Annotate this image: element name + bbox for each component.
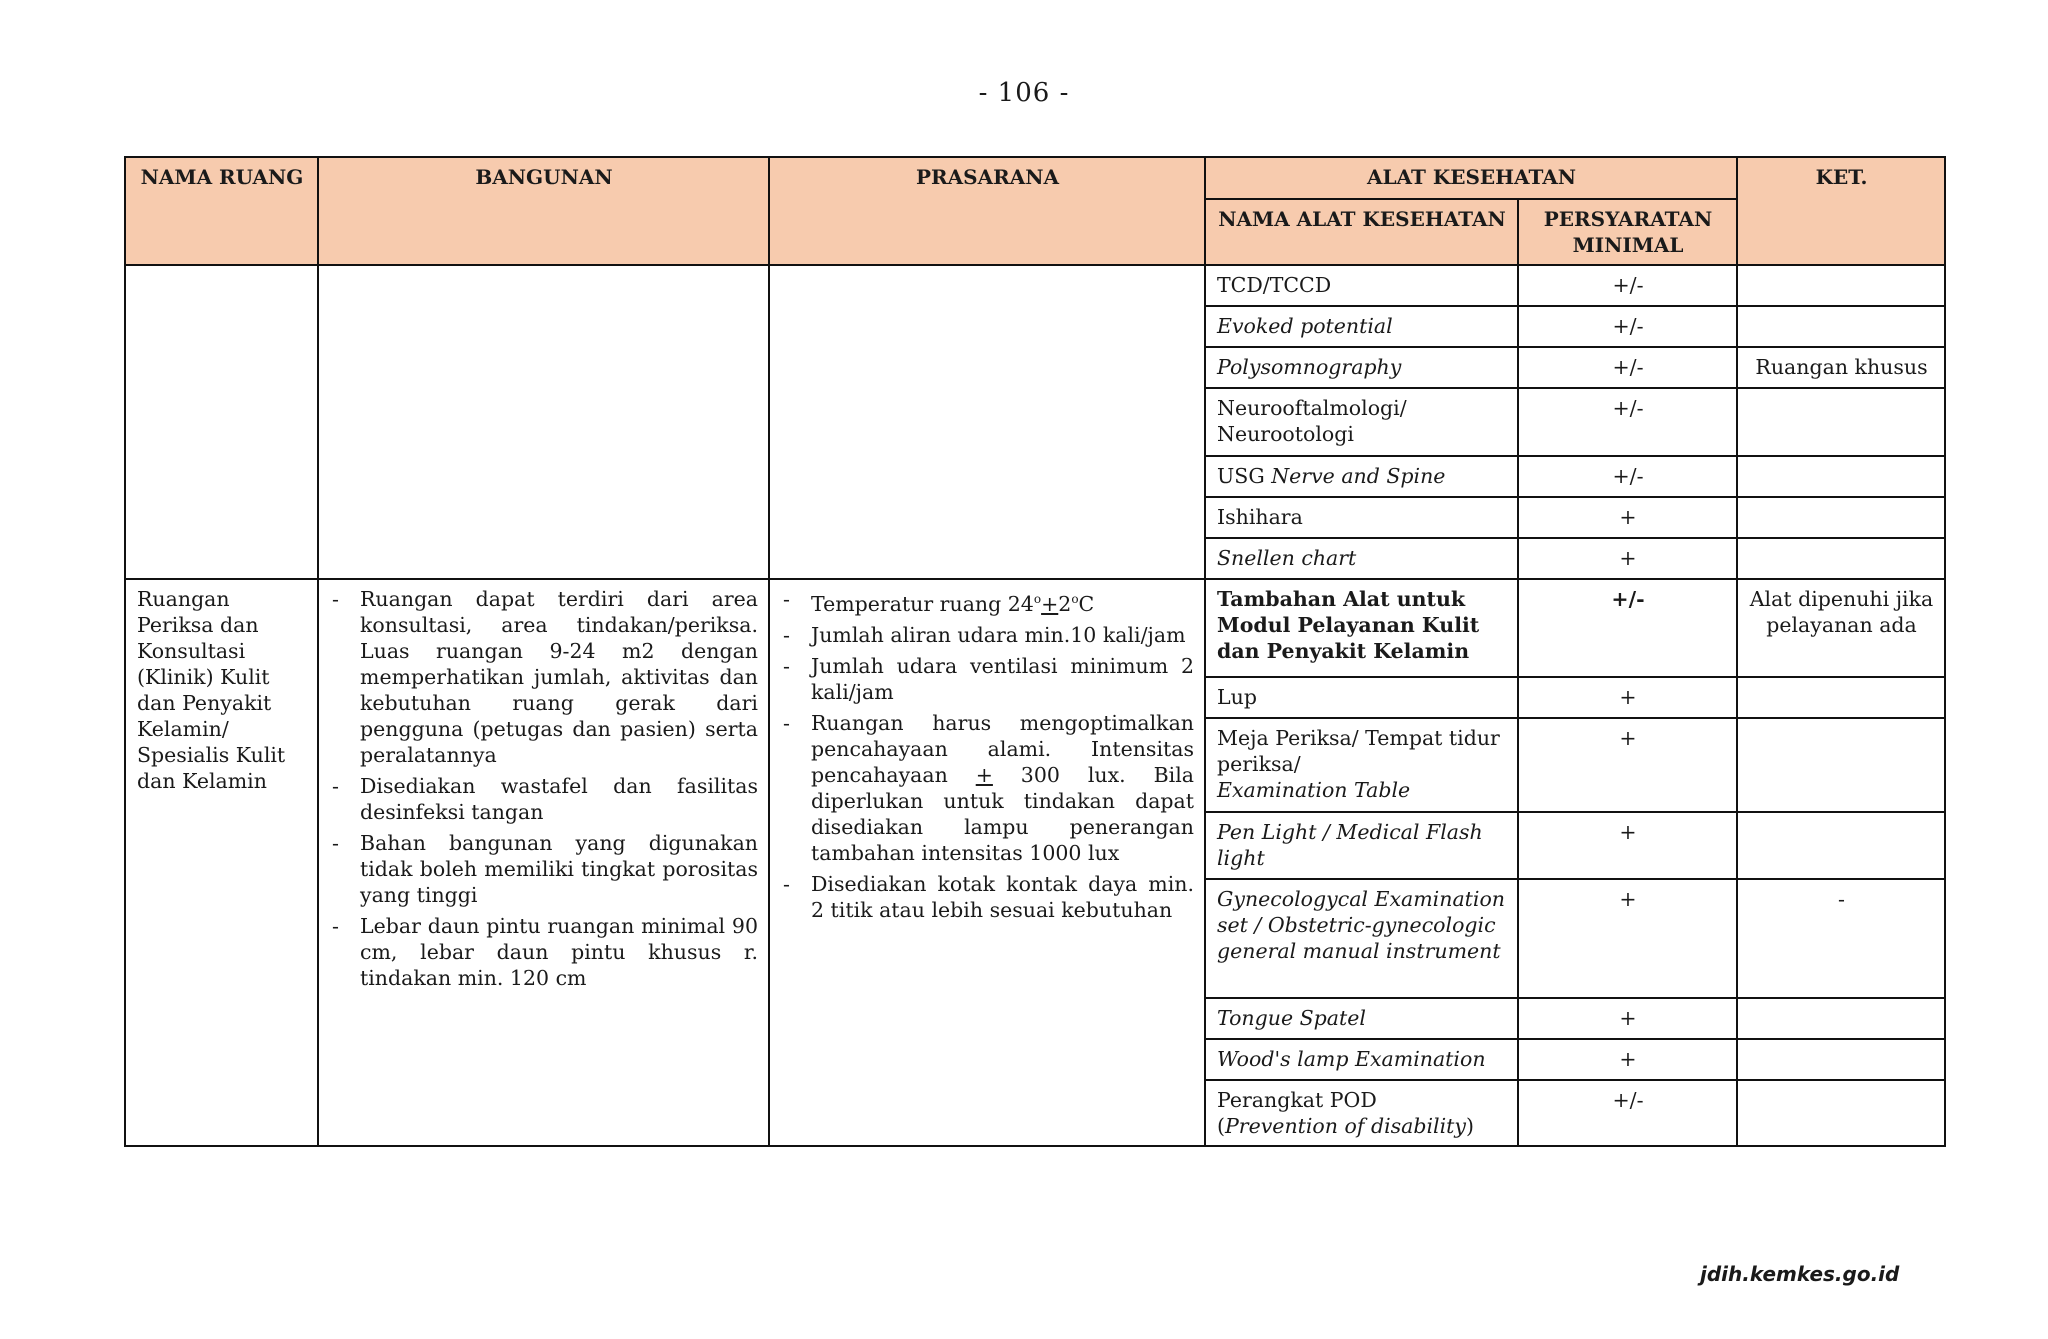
alat-requirement: +/- <box>1518 388 1737 456</box>
alat-name: Pen Light / Medical Flash light <box>1205 812 1518 879</box>
empty-nama-ruang <box>125 265 318 579</box>
empty-bangunan <box>318 265 769 579</box>
paren-open: ( <box>1217 1114 1225 1138</box>
temperature-tolerance: 2 <box>1058 591 1072 616</box>
alat-note <box>1737 456 1945 497</box>
header-alat-kesehatan: ALAT KESEHATAN <box>1205 157 1737 199</box>
alat-name-italic: Prevention of disability <box>1225 1114 1466 1138</box>
alat-requirement: +/- <box>1518 265 1737 306</box>
prasarana-lighting <box>781 710 1194 866</box>
alat-requirement: + <box>1518 998 1737 1039</box>
temperature-degree: o <box>1033 592 1042 606</box>
alat-name-italic: Examination Table <box>1217 778 1411 802</box>
alat-name: Evoked potential <box>1205 306 1518 347</box>
alat-name <box>1205 456 1518 497</box>
alat-note: Alat dipenuhi jika pelayanan ada <box>1737 579 1945 677</box>
prasarana-list <box>781 586 1194 923</box>
alat-note <box>1737 306 1945 347</box>
prasarana-item: - Disediakan kotak kontak daya min. 2 titik atau lebih sesuai kebutuhan <box>781 871 1194 923</box>
alat-note <box>1737 538 1945 579</box>
alat-requirement: + <box>1518 879 1737 998</box>
bangunan-item: - Lebar daun pintu ruangan minimal 90 cm, lebar daun pintu khusus r. tindakan min. 120 cm <box>330 913 758 991</box>
alat-requirement: + <box>1518 1039 1737 1080</box>
footer-site: jdih.kemkes.go.id <box>1700 1262 1900 1286</box>
alat-note: Ruangan khusus <box>1737 347 1945 388</box>
alat-name: TCD/TCCD <box>1205 265 1518 306</box>
facility-table <box>124 156 1946 1147</box>
alat-note: - <box>1737 879 1945 998</box>
prasarana-temperature <box>781 586 1194 617</box>
bangunan-item: - Disediakan wastafel dan fasilitas desinfeksi tangan <box>330 773 758 825</box>
alat-requirement: +/- <box>1518 347 1737 388</box>
header-prasarana: PRASARANA <box>769 157 1205 265</box>
temperature-degree: o <box>1071 592 1079 606</box>
page-number: - 106 - <box>978 78 1070 108</box>
alat-name <box>1205 1080 1518 1146</box>
alat-name: Gynecologycal Examination set / Obstetric-gynecologic general manual instrument <box>1205 879 1518 998</box>
alat-requirement: +/- <box>1518 306 1737 347</box>
alat-note <box>1737 1080 1945 1146</box>
lighting-suffix: 300 lux. Bila diperlukan untuk tindakan dapat disediakan lampu penerangan tambahan intensitas 1000 lux <box>811 762 1194 865</box>
alat-requirement: +/- <box>1518 579 1737 677</box>
alat-name: Tongue Spatel <box>1205 998 1518 1039</box>
bangunan-list <box>330 586 758 991</box>
alat-name: Ishihara <box>1205 497 1518 538</box>
alat-note <box>1737 388 1945 456</box>
alat-name: Lup <box>1205 677 1518 718</box>
prasarana-item: - Jumlah aliran udara min.10 kali/jam <box>781 622 1194 648</box>
alat-name: Wood's lamp Examination <box>1205 1039 1518 1080</box>
alat-requirement: +/- <box>1518 456 1737 497</box>
alat-name: Tambahan Alat untuk Modul Pelayanan Kulit dan Penyakit Kelamin <box>1205 579 1518 677</box>
temperature-prefix: Temperatur ruang 24 <box>811 591 1034 616</box>
alat-name-prefix: USG <box>1217 464 1272 488</box>
alat-requirement: +/- <box>1518 1080 1737 1146</box>
header-nama-ruang: NAMA RUANG <box>125 157 318 265</box>
header-bangunan: BANGUNAN <box>318 157 769 265</box>
alat-note <box>1737 677 1945 718</box>
alat-note <box>1737 497 1945 538</box>
alat-requirement: + <box>1518 677 1737 718</box>
room-name: Ruangan Periksa dan Konsultasi (Klinik) Kulit dan Penyakit Kelamin/ Spesialis Kulit dan Kelamin <box>125 579 318 1146</box>
alat-note <box>1737 265 1945 306</box>
lighting-prefix: Ruangan harus mengoptimalkan pencahayaan alami. Intensitas pencahayaan <box>811 710 1194 787</box>
header-nama-alat: NAMA ALAT KESEHATAN <box>1205 199 1518 265</box>
bangunan-list-cell <box>318 579 769 1146</box>
alat-requirement: + <box>1518 497 1737 538</box>
temperature-unit: C <box>1078 591 1095 616</box>
header-persyaratan: PERSYARATAN MINIMAL <box>1518 199 1737 265</box>
alat-name: Neurooftalmologi/ Neurootologi <box>1205 388 1518 456</box>
alat-requirement: + <box>1518 812 1737 879</box>
alat-name-italic: Nerve and Spine <box>1271 464 1446 488</box>
bangunan-item: - Ruangan dapat terdiri dari area konsultasi, area tindakan/periksa. Luas ruangan 9-24 m2 dengan memperhatikan jumlah, aktivitas dan kebutuhan ruang gerak dari pengguna (petugas dan pasien) serta peralatannya <box>330 586 758 768</box>
lighting-plus-minus: + <box>975 762 993 787</box>
empty-prasarana <box>769 265 1205 579</box>
alat-name: Snellen chart <box>1205 538 1518 579</box>
temperature-plus-minus: + <box>1041 591 1059 616</box>
alat-requirement: + <box>1518 718 1737 812</box>
header-ket: KET. <box>1737 157 1945 265</box>
prasarana-list-cell <box>769 579 1205 1146</box>
paren-close: ) <box>1465 1114 1474 1138</box>
alat-name: Polysomnography <box>1205 347 1518 388</box>
alat-requirement: + <box>1518 538 1737 579</box>
alat-note <box>1737 1039 1945 1080</box>
bangunan-item: - Bahan bangunan yang digunakan tidak boleh memiliki tingkat porositas yang tinggi <box>330 830 758 908</box>
alat-name-line: Meja Periksa/ Tempat tidur periksa/ <box>1217 726 1500 776</box>
alat-note <box>1737 998 1945 1039</box>
alat-name <box>1205 718 1518 812</box>
alat-name-line: Perangkat POD <box>1217 1088 1377 1112</box>
prasarana-item: - Jumlah udara ventilasi minimum 2 kali/jam <box>781 653 1194 705</box>
alat-note <box>1737 812 1945 879</box>
alat-note <box>1737 718 1945 812</box>
